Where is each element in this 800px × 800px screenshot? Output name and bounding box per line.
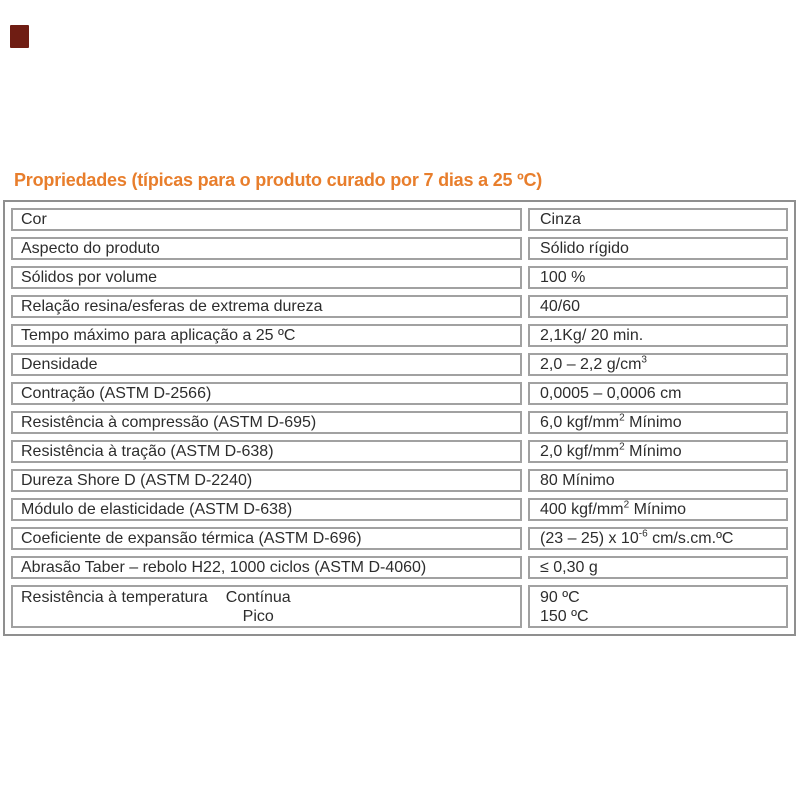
property-label-cell: Contração (ASTM D-2566) xyxy=(11,382,522,405)
property-value-cell xyxy=(528,295,788,318)
property-value-cell xyxy=(528,382,788,405)
property-label-cell: Aspecto do produto xyxy=(11,237,522,260)
property-value: 2,1Kg/ 20 min. xyxy=(540,327,644,344)
property-value: 2,0 – 2,2 $g/cm^3$ xyxy=(540,354,647,373)
logo-mark xyxy=(10,25,29,48)
table-row xyxy=(11,382,788,405)
property-label-cell: Sólidos por volume xyxy=(11,266,522,289)
property-value: 6,0 kgf/$mm^2$ Mínimo xyxy=(540,412,682,431)
property-value: 2,0 kgf/$mm^2$ Mínimo xyxy=(540,441,682,460)
table-row xyxy=(11,411,788,434)
property-sub-labels xyxy=(226,588,291,626)
table-row xyxy=(11,585,788,628)
table-row xyxy=(11,237,788,260)
property-label-cell: Módulo de elasticidade (ASTM D-638) xyxy=(11,498,522,521)
property-value-cell xyxy=(528,469,788,492)
table-row xyxy=(11,208,788,231)
property-label-cell: Abrasão Taber – rebolo H22, 1000 ciclos (ASTM D-4060) xyxy=(11,556,522,579)
property-label-cell: Dureza Shore D (ASTM D-2240) xyxy=(11,469,522,492)
properties-table-body xyxy=(11,208,788,628)
table-row xyxy=(11,295,788,318)
property-value-cell xyxy=(528,411,788,434)
property-label-cell xyxy=(11,585,522,628)
properties-table xyxy=(3,200,796,636)
property-value: 90 ºC xyxy=(540,589,580,606)
table-row xyxy=(11,353,788,376)
property-label: Resistência à temperatura xyxy=(21,589,208,606)
property-value-cell xyxy=(528,440,788,463)
property-label-cell: Coeficiente de expansão térmica (ASTM D-696) xyxy=(11,527,522,550)
table-row xyxy=(11,324,788,347)
property-value: 40/60 xyxy=(540,298,581,315)
property-value: 80 Mínimo xyxy=(540,472,615,489)
property-sub-label: Pico xyxy=(242,608,274,625)
table-row xyxy=(11,469,788,492)
page-title: Propriedades (típicas para o produto curado por 7 dias a 25 ºC) xyxy=(14,170,543,190)
property-label-cell: Relação resina/esferas de extrema dureza xyxy=(11,295,522,318)
property-label-cell: Cor xyxy=(11,208,522,231)
property-label-cell: Densidade xyxy=(11,353,522,376)
property-sub-label: Contínua xyxy=(225,589,291,606)
property-value-cell xyxy=(528,208,788,231)
property-value-cell xyxy=(528,585,788,628)
table-row xyxy=(11,498,788,521)
property-value-cell xyxy=(528,237,788,260)
property-label-cell: Tempo máximo para aplicação a 25 ºC xyxy=(11,324,522,347)
property-value-cell xyxy=(528,324,788,347)
table-row xyxy=(11,266,788,289)
property-value: Sólido rígido xyxy=(540,240,629,257)
property-value-cell xyxy=(528,527,788,550)
property-value: 400 kgf/$mm^2$ Mínimo xyxy=(540,499,687,518)
property-value-cell xyxy=(528,353,788,376)
property-label-cell: Resistência à compressão (ASTM D-695) xyxy=(11,411,522,434)
table-row xyxy=(11,527,788,550)
property-value: Cinza xyxy=(540,211,581,228)
property-value: ≤ 0,30 g xyxy=(540,559,598,576)
property-value-cell xyxy=(528,266,788,289)
property-label-cell: Resistência à tração (ASTM D-638) xyxy=(11,440,522,463)
property-value: 150 ºC xyxy=(540,608,589,625)
table-row xyxy=(11,556,788,579)
table-row xyxy=(11,440,788,463)
property-value-cell xyxy=(528,556,788,579)
property-value: 100 % xyxy=(540,269,586,286)
property-value: 0,0005 – 0,0006 cm xyxy=(540,385,682,402)
property-value-cell xyxy=(528,498,788,521)
property-value: (23 – 25) x $10^{-6}$ cm/s.cm.ºC xyxy=(540,528,734,547)
